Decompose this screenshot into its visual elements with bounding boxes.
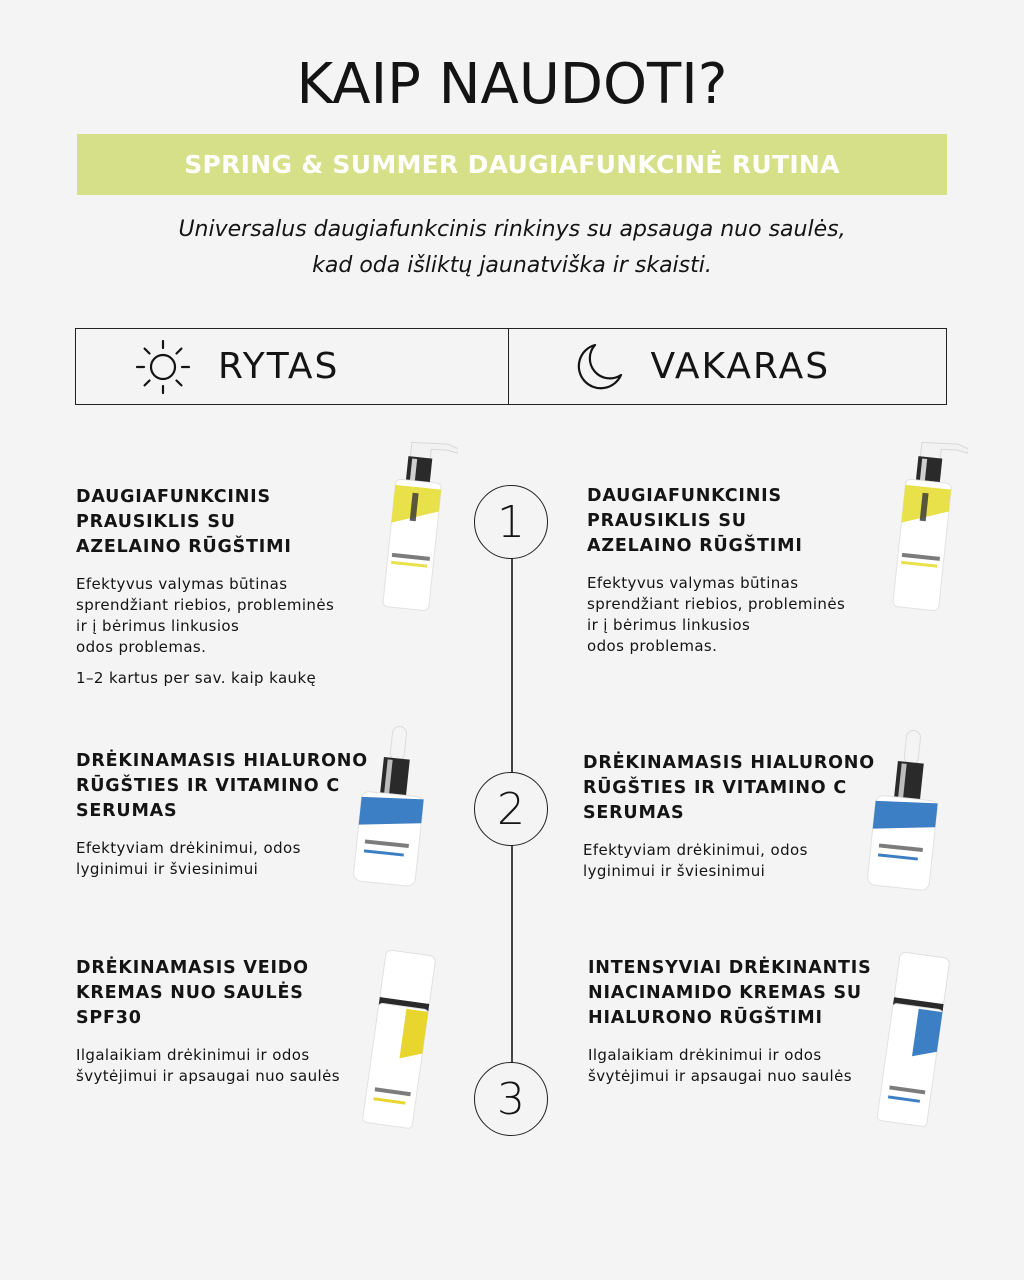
title-line: DRĖKINAMASIS HIALURONO: [76, 751, 368, 771]
evening-label: VAKARAS: [650, 346, 831, 387]
evening-item-cleanser: [587, 484, 877, 657]
desc-line: sprendžiant riebios, probleminės: [76, 596, 335, 614]
moon-icon: [573, 341, 625, 393]
title-line: AZELAINO RŪGŠTIMI: [76, 537, 292, 557]
item-description: [76, 838, 376, 880]
item-description: [76, 1045, 376, 1087]
item-title: [76, 485, 366, 560]
evening-item-cream: [588, 956, 878, 1087]
desc-line: švytėjimui ir apsaugai nuo saulės: [76, 1067, 340, 1085]
title-line: DAUGIAFUNKCINIS: [76, 487, 271, 507]
desc-line: Efektyviam drėkinimui, odos: [583, 841, 808, 859]
title-line: RŪGŠTIES IR VITAMINO C: [76, 776, 340, 796]
evening-item-serum: [583, 751, 883, 882]
step-3: 3: [474, 1062, 548, 1136]
item-title: [583, 751, 883, 826]
morning-item-moisturizer: [76, 956, 376, 1087]
intro-line-2: kad oda išliktų jaunatviška ir skaisti.: [312, 253, 712, 278]
desc-line: sprendžiant riebios, probleminės: [587, 595, 846, 613]
title-line: RŪGŠTIES IR VITAMINO C: [583, 778, 847, 798]
morning-label: RYTAS: [218, 346, 340, 387]
evening-header: [509, 329, 947, 404]
intro-line-1: Universalus daugiafunkcinis rinkinys su apsauga nuo saulės,: [178, 217, 846, 242]
morning-item-serum: [76, 749, 376, 880]
item-usage-note: 1–2 kartus per sav. kaip kaukę: [76, 669, 317, 687]
title-line: PRAUSIKLIS SU: [76, 512, 236, 532]
morning-item-cleanser: [76, 485, 366, 689]
serum-dropper-icon: [860, 728, 950, 892]
item-description: [587, 573, 877, 657]
desc-line: Efektyvus valymas būtinas: [587, 574, 799, 592]
sun-icon: [134, 338, 192, 396]
morning-header: [76, 329, 509, 404]
routine-banner: [77, 134, 947, 195]
title-line: KREMAS NUO SAULĖS SPF30: [76, 983, 304, 1028]
desc-line: lyginimui ir šviesinimui: [583, 862, 766, 880]
desc-line: ir į bėrimus linkusios: [587, 616, 751, 634]
desc-line: Efektyvus valymas būtinas: [76, 575, 288, 593]
time-of-day-header: [75, 328, 947, 405]
desc-line: odos problemas.: [76, 638, 207, 656]
title-line: NIACINAMIDO KREMAS SU: [588, 983, 862, 1003]
title-line: HIALURONO RŪGŠTIMI: [588, 1008, 823, 1028]
moisturizer-tube-icon: [352, 950, 444, 1132]
title-line: DAUGIAFUNKCINIS: [587, 486, 782, 506]
cleanser-bottle-icon: [878, 437, 968, 615]
title-line: DRĖKINAMASIS VEIDO: [76, 958, 309, 978]
desc-line: Ilgalaikiam drėkinimui ir odos: [76, 1046, 310, 1064]
title-line: INTENSYVIAI DRĖKINANTIS: [588, 958, 872, 978]
desc-line: Ilgalaikiam drėkinimui ir odos: [588, 1046, 822, 1064]
cream-bottle-icon: [864, 952, 958, 1130]
intro-text: [0, 212, 1024, 284]
title-line: DRĖKINAMASIS HIALURONO: [583, 753, 875, 773]
item-description: [76, 574, 366, 658]
step-2: 2: [474, 772, 548, 846]
title-line: PRAUSIKLIS SU: [587, 511, 747, 531]
item-title: [76, 749, 376, 824]
title-line: AZELAINO RŪGŠTIMI: [587, 536, 803, 556]
desc-line: švytėjimui ir apsaugai nuo saulės: [588, 1067, 852, 1085]
title-line: SERUMAS: [583, 803, 685, 823]
banner-text: SPRING & SUMMER DAUGIAFUNKCINĖ RUTINA: [184, 150, 840, 179]
item-title: [76, 956, 376, 1031]
item-title: [588, 956, 878, 1031]
cleanser-bottle-icon: [368, 437, 458, 615]
item-title: [587, 484, 877, 559]
step-1: 1: [474, 485, 548, 559]
desc-line: odos problemas.: [587, 637, 718, 655]
item-description: [583, 840, 883, 882]
desc-line: Efektyviam drėkinimui, odos: [76, 839, 301, 857]
desc-line: lyginimui ir šviesinimui: [76, 860, 259, 878]
page-title: KAIP NAUDOTI?: [296, 52, 728, 117]
desc-line: ir į bėrimus linkusios: [76, 617, 240, 635]
title-line: SERUMAS: [76, 801, 178, 821]
item-description: [588, 1045, 878, 1087]
serum-dropper-icon: [346, 724, 436, 888]
